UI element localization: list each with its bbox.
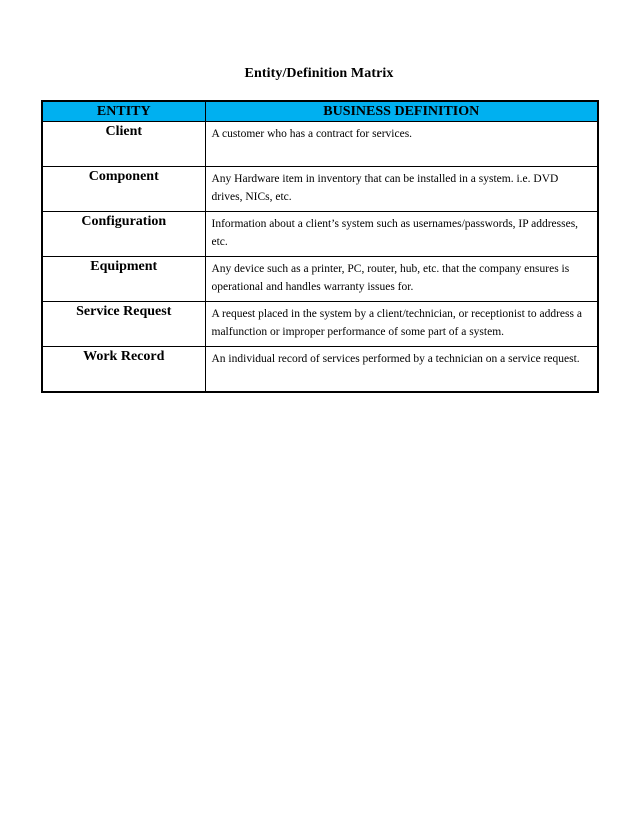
definition-cell: A customer who has a contract for services. bbox=[205, 122, 598, 167]
definition-cell: Any Hardware item in inventory that can be installed in a system. i.e. DVD drives, NICs, etc. bbox=[205, 167, 598, 212]
definition-cell: A request placed in the system by a client/technician, or receptionist to address a malfunction or improper performance of some part of a system. bbox=[205, 302, 598, 347]
table-row bbox=[42, 302, 598, 347]
entity-cell: Component bbox=[42, 167, 205, 212]
table-row bbox=[42, 122, 598, 167]
table-row bbox=[42, 167, 598, 212]
header-business-definition: BUSINESS DEFINITION bbox=[205, 101, 598, 122]
definition-cell: Any device such as a printer, PC, router, hub, etc. that the company ensures is operational and handles warranty issues for. bbox=[205, 257, 598, 302]
definition-cell: An individual record of services performed by a technician on a service request. bbox=[205, 347, 598, 393]
entity-cell: Client bbox=[42, 122, 205, 167]
entity-cell: Work Record bbox=[42, 347, 205, 393]
entity-cell: Service Request bbox=[42, 302, 205, 347]
table-row bbox=[42, 212, 598, 257]
entity-cell: Configuration bbox=[42, 212, 205, 257]
table-row bbox=[42, 257, 598, 302]
page-title: Entity/Definition Matrix bbox=[244, 66, 394, 81]
table-header-row bbox=[42, 101, 598, 122]
header-entity: ENTITY bbox=[42, 101, 205, 122]
table-row bbox=[42, 347, 598, 393]
entity-definition-table bbox=[41, 100, 599, 393]
entity-cell: Equipment bbox=[42, 257, 205, 302]
definition-cell: Information about a client’s system such as usernames/passwords, IP addresses, etc. bbox=[205, 212, 598, 257]
